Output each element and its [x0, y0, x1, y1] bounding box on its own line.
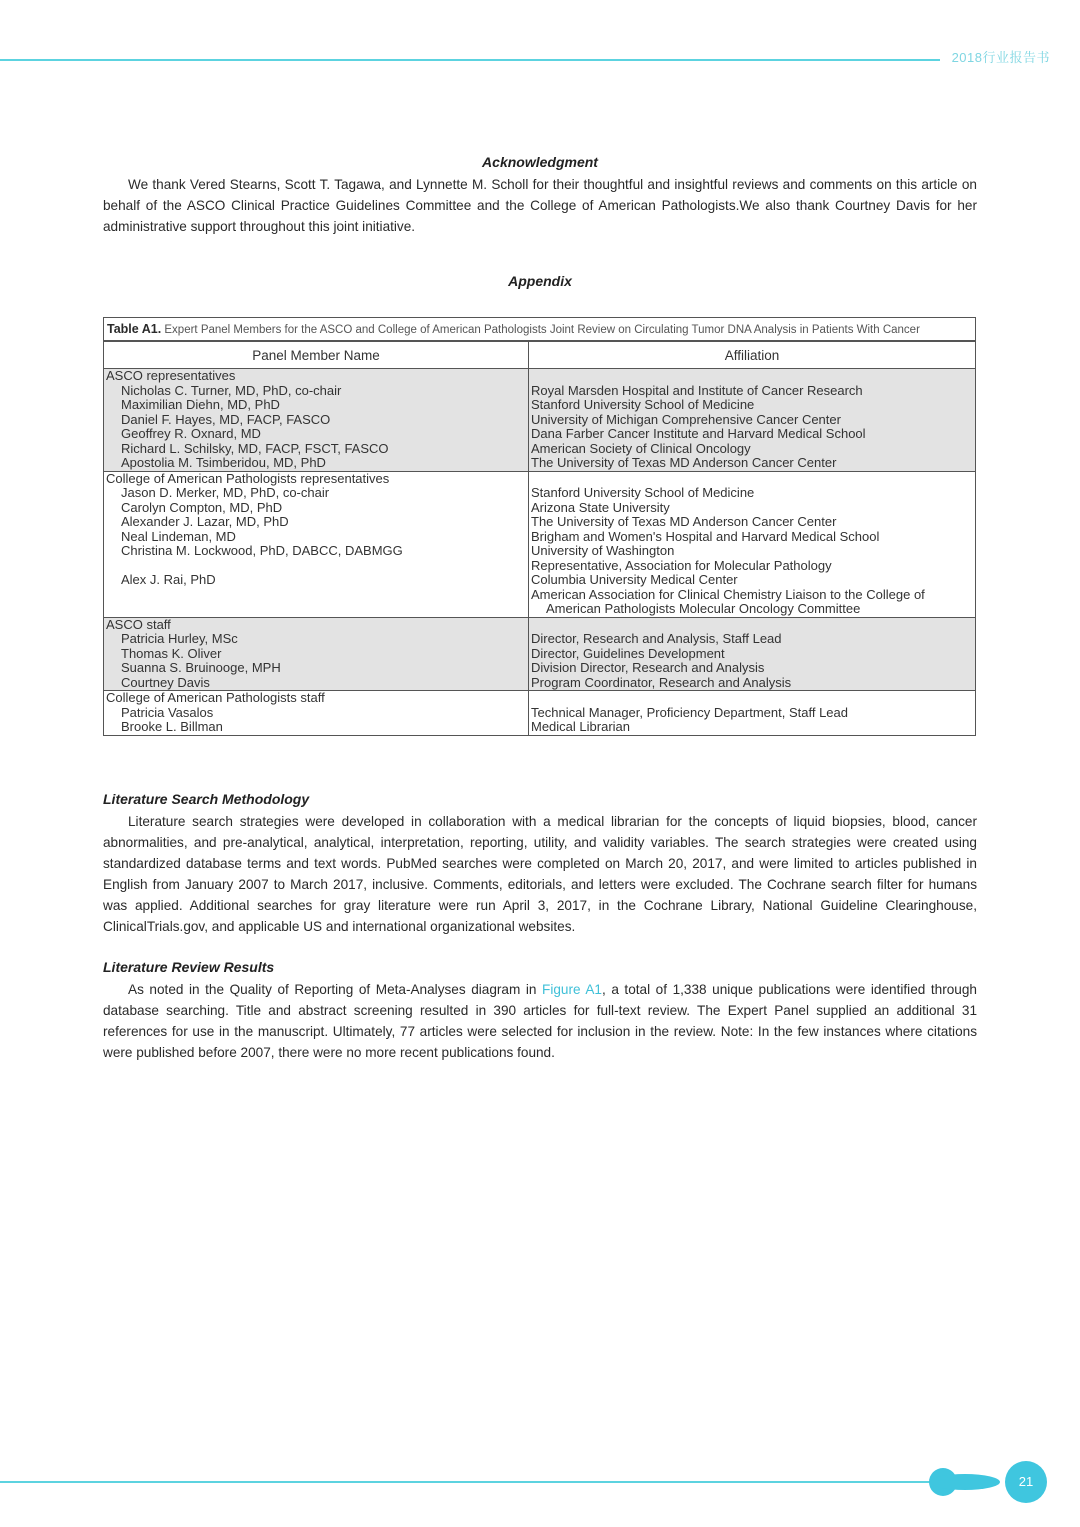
- member-name: Jason D. Merker, MD, PhD, co-chair: [121, 485, 330, 500]
- header-note: 2018行业报告书: [951, 50, 1050, 65]
- group-title: College of American Pathologists representatives: [106, 470, 390, 486]
- member-name: Nicholas C. Turner, MD, PhD, co-chair: [121, 382, 342, 398]
- member-cell: [104, 617, 529, 691]
- affiliation: American Association for Clinical Chemistry Liaison to the College of: [531, 586, 925, 602]
- affiliation: Dana Farber Cancer Institute and Harvard Medical School: [531, 426, 866, 441]
- affiliation: Division Director, Research and Analysis: [531, 660, 765, 675]
- affiliation: Stanford University School of Medicine: [531, 397, 755, 412]
- affiliation: University of Michigan Comprehensive Cancer Center: [531, 411, 841, 427]
- group-title: College of American Pathologists staff: [106, 690, 325, 705]
- affiliation: Royal Marsden Hospital and Institute of Cancer Research: [531, 382, 863, 398]
- member-name: Apostolia M. Tsimberidou, MD, PhD: [121, 455, 326, 470]
- member-name: Thomas K. Oliver: [121, 645, 222, 661]
- affiliation: Director, Research and Analysis, Staff Lead: [531, 631, 782, 646]
- table-row: [104, 369, 976, 472]
- results-heading: Literature Review Results: [103, 959, 275, 975]
- affiliation-cell: [529, 471, 976, 617]
- affiliation-cell: [529, 691, 976, 736]
- member-name: Courtney Davis: [121, 674, 210, 690]
- affiliation: Arizona State University: [531, 499, 670, 515]
- results-text-before: As noted in the Quality of Reporting of Meta-Analyses diagram in: [128, 982, 543, 997]
- panel-table: [103, 341, 976, 736]
- header-rule: [0, 59, 940, 61]
- results-paragraph: [103, 979, 977, 1063]
- member-cell: [104, 691, 529, 736]
- affiliation: Stanford University School of Medicine: [531, 485, 755, 500]
- table-row: [104, 471, 976, 617]
- affiliation: Brigham and Women's Hospital and Harvard Medical School: [531, 528, 880, 544]
- member-name: Geoffrey R. Oxnard, MD: [121, 426, 261, 441]
- acknowledgment-text: We thank Vered Stearns, Scott T. Tagawa, and Lynnette M. Scholl for their thoughtful and insightful reviews and comments on this article on behalf of the ASCO Clinical Practice Guidelines Committee and the College of American Pathologists.We also thank Courtney Davis for her administrative support throughout this joint initiative.: [103, 177, 977, 234]
- affiliation-cell: [529, 617, 976, 691]
- table-caption: [103, 317, 976, 341]
- member-name: Patricia Vasalos: [121, 704, 214, 720]
- footer-rule: [0, 1481, 940, 1483]
- affiliation: Director, Guidelines Development: [531, 645, 725, 661]
- column-header-name: Panel Member Name: [104, 342, 529, 369]
- affiliation: Program Coordinator, Research and Analysis: [531, 674, 792, 690]
- footer-ornament-tail: [930, 1474, 1000, 1490]
- affiliation-cell: [529, 369, 976, 472]
- page-number: 21: [1005, 1461, 1047, 1503]
- column-header-affiliation: Affiliation: [529, 342, 976, 369]
- table-row: [104, 691, 976, 736]
- affiliation: The University of Texas MD Anderson Cancer Center: [531, 455, 837, 470]
- member-name: Neal Lindeman, MD: [121, 528, 236, 544]
- member-name: Patricia Hurley, MSc: [121, 631, 238, 646]
- affiliation: American Society of Clinical Oncology: [531, 440, 751, 456]
- group-title: ASCO representatives: [106, 368, 236, 383]
- table-row: [104, 617, 976, 691]
- member-name: Suanna S. Bruinooge, MPH: [121, 660, 281, 675]
- member-name: Daniel F. Hayes, MD, FACP, FASCO: [121, 411, 331, 427]
- acknowledgment-paragraph: [103, 174, 977, 237]
- member-cell: [104, 369, 529, 472]
- affiliation: Medical Librarian: [531, 719, 630, 734]
- member-name: Christina M. Lockwood, PhD, DABCC, DABMGG: [121, 543, 403, 558]
- affiliation: Representative, Association for Molecular Pathology: [531, 557, 832, 573]
- affiliation: University of Washington: [531, 543, 675, 558]
- results-text-after: , a total of 1,338 unique publications were identified through database searching. Title and abstract screening resulted in 390 articles for full-text review. The Expert Panel supplied an additional 31 references for use in the manuscript. Ultimately, 77 articles were selected for inclusion in the review. Note: In the few instances where citations were published before 2007, there were no more recent publications found.: [103, 982, 977, 1060]
- affiliation: Technical Manager, Proficiency Department, Staff Lead: [531, 704, 848, 720]
- methodology-paragraph: [103, 811, 977, 937]
- table-caption-text: Expert Panel Members for the ASCO and College of American Pathologists Joint Review on Circulating Tumor DNA Analysis in Patients With Cancer: [164, 324, 920, 336]
- group-title: ASCO staff: [106, 616, 171, 632]
- methodology-text: Literature search strategies were developed in collaboration with a medical librarian for the concepts of liquid biopsies, blood, cancer abnormalities, and pre-analytical, analytical, interpretation, reporting, utility, and validity variables. The search strategies were created using standardized database terms and text words. PubMed searches were completed on March 20, 2017, and were limited to articles published in English from January 2007 to March 2017, inclusive. Comments, editorials, and letters were excluded. The Cochrane search filter for humans was applied. Additional searches for gray literature were run April 3, 2017, in the Cochrane Library, National Guideline Clearinghouse, ClinicalTrials.gov, and applicable US and international organizational websites.: [103, 814, 977, 934]
- member-name: Alex J. Rai, PhD: [121, 572, 216, 587]
- member-name: Carolyn Compton, MD, PhD: [121, 499, 283, 515]
- member-name: Richard L. Schilsky, MD, FACP, FSCT, FASCO: [121, 440, 389, 456]
- table-header-row: [104, 342, 976, 369]
- acknowledgment-heading: Acknowledgment: [482, 154, 598, 170]
- affiliation: American Pathologists Molecular Oncology Committee: [546, 601, 861, 616]
- table-label: Table A1.: [107, 322, 162, 336]
- member-cell: [104, 471, 529, 617]
- methodology-heading: Literature Search Methodology: [103, 791, 310, 807]
- appendix-heading: Appendix: [508, 273, 572, 289]
- member-name: Maximilian Diehn, MD, PhD: [121, 397, 280, 412]
- affiliation: The University of Texas MD Anderson Cancer Center: [531, 514, 837, 529]
- member-name: Alexander J. Lazar, MD, PhD: [121, 514, 289, 529]
- affiliation: Columbia University Medical Center: [531, 572, 738, 587]
- figure-a1-link[interactable]: Figure A1: [542, 982, 602, 997]
- member-name: Brooke L. Billman: [121, 719, 223, 734]
